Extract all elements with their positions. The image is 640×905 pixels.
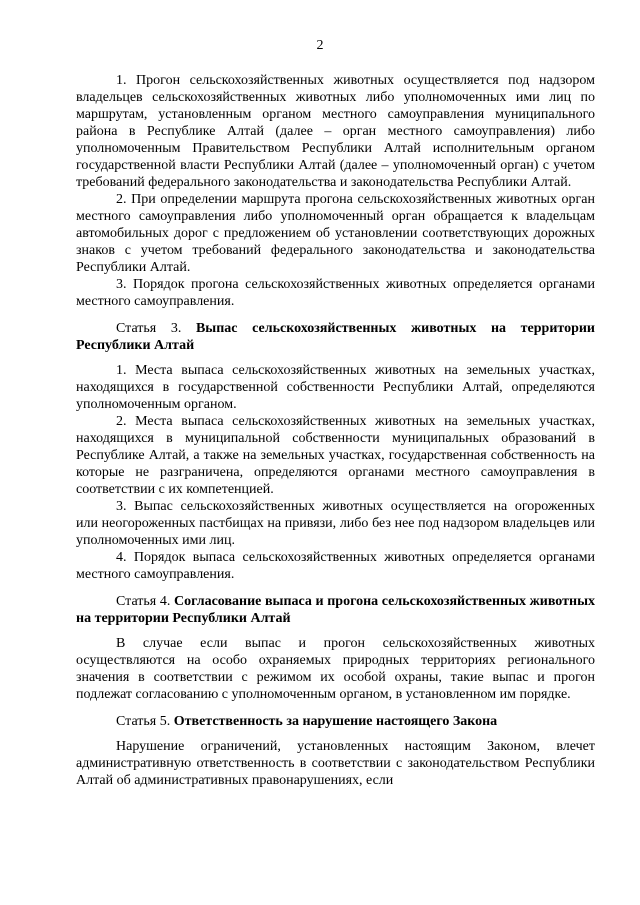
article-3-paragraph-4: 4. Порядок выпаса сельскохозяйственных животных определяется органами местного самоуправления. <box>76 550 595 582</box>
article-3-paragraph-3: 3. Выпас сельскохозяйственных животных осуществляется на огороженных или неогороженных пастбищах на привязи, либо без нее под надзором владельцев или уполномоченных ими лиц. <box>76 499 595 548</box>
article-4-paragraph-1: В случае если выпас и прогон сельскохозяйственных животных осуществляются на особо охраняемых природных территориях регионального значения в соответствии с режимом их особой охраны, такие выпас и прогон подлежат согласованию с уполномоченным органом, в установленном им порядке. <box>76 636 595 702</box>
article-3-paragraph-2: 2. Места выпаса сельскохозяйственных животных на земельных участках, находящихся в муниципальной собственности муниципальных образований в Республике Алтай, а также на земельных участках, государственная собственность на которые не разграничена, определяются органами местного самоуправления в соответствии с их компетенцией. <box>76 414 595 497</box>
article-3-title: Выпас сельскохозяйственных животных на территории Республики Алтай <box>76 321 595 353</box>
article-3-label: Статья 3. <box>116 321 182 336</box>
article-5-body <box>76 738 595 789</box>
article-4-body <box>76 635 595 703</box>
article-5-label: Статья 5. <box>116 714 171 729</box>
article-3-paragraph-1: 1. Места выпаса сельскохозяйственных животных на земельных участках, находящихся в государственной собственности Республики Алтай, определяются уполномоченным органом. <box>76 363 595 412</box>
article-4-label: Статья 4. <box>116 594 171 609</box>
article-5-title: Ответственность за нарушение настоящего Закона <box>173 714 498 729</box>
article-4-heading <box>76 593 595 627</box>
article-5-heading <box>76 713 595 730</box>
article-3-heading <box>76 320 595 354</box>
page-content <box>76 72 595 789</box>
paragraph-2: 2. При определении маршрута прогона сельскохозяйственных животных орган местного самоуправления либо уполномоченный орган обращается к владельцам автомобильных дорог с предложением об установлении соответствующих дорожных знаков с учетом требований федерального законодательства и законодательства Республики Алтай. <box>76 192 595 275</box>
paragraph-1: 1. Прогон сельскохозяйственных животных осуществляется под надзором владельцев сельскохозяйственных животных либо уполномоченных ими лиц по маршрутам, установленным органом местного самоуправления муниципального района в Республике Алтай (далее – орган местного самоуправления) либо уполномоченным Правительством Республики Алтай исполнительным органом государственной власти Республики Алтай (далее – уполномоченный орган) с учетом требований федерального законодательства и законодательства Республики Алтай. <box>76 73 595 190</box>
page-number: 2 <box>316 38 324 53</box>
article-4-title: Согласование выпаса и прогона сельскохозяйственных животных на территории Республики Алтай <box>76 594 596 626</box>
article-3-body <box>76 362 595 583</box>
paragraph-3: 3. Порядок прогона сельскохозяйственных животных определяется органами местного самоуправления. <box>76 277 595 309</box>
article-5-paragraph-1: Нарушение ограничений, установленных настоящим Законом, влечет административную ответственность в соответствии с законодательством Республики Алтай об административных правонарушениях, если <box>76 739 595 788</box>
